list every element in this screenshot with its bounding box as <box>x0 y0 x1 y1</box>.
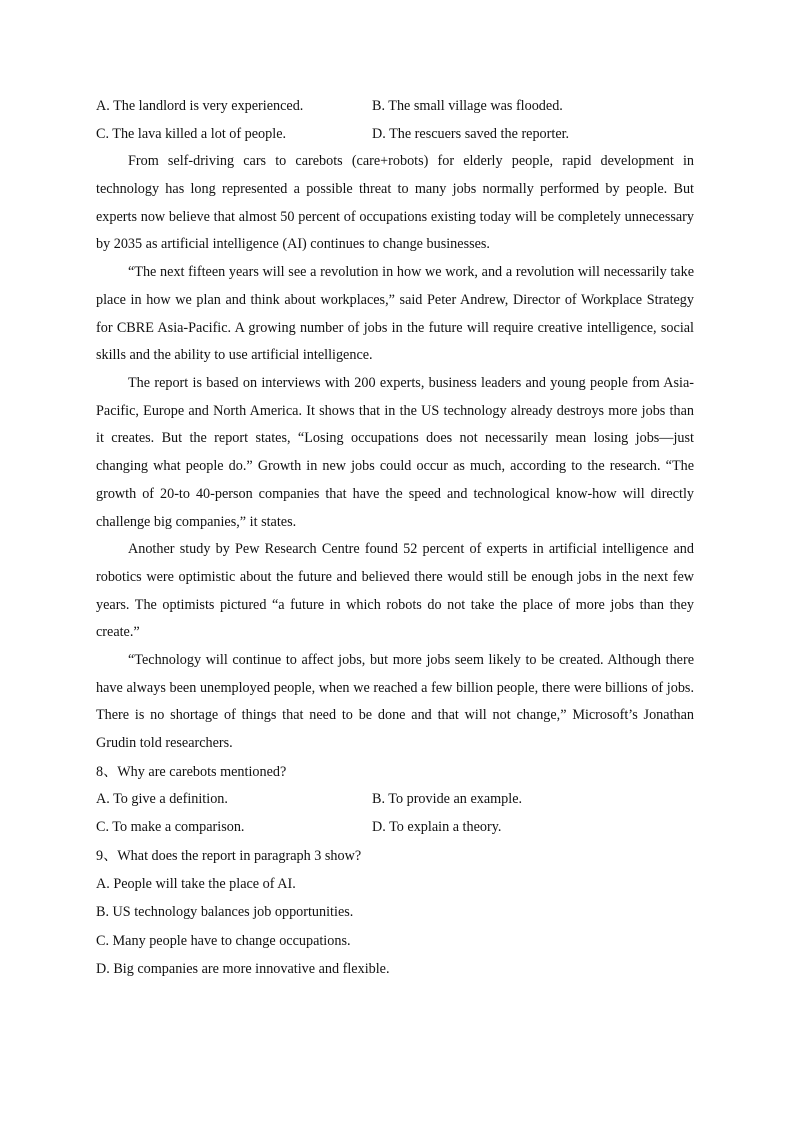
passage-paragraph-1: From self-driving cars to carebots (care+robots) for elderly people, rapid development in technology has long represented a possible threat to many jobs normally performed by people. But experts now believe that almost 50 percent of occupations existing today will be completely unnecessary by 2035 as artificial intelligence (AI) continues to change businesses. <box>96 153 694 253</box>
passage-paragraph-3: The report is based on interviews with 200 experts, business leaders and young people from Asia-Pacific, Europe and North America. It shows that in the US technology already destroys more jobs than it creates. But the report states, “Losing occupations does not necessarily mean losing jobs—just changing what people do.” Growth in new jobs could occur as much, according to the research. “The growth of 20-to 40-person companies that have the speed and technological know-how will directly challenge big companies,” it states. <box>96 375 694 530</box>
passage <box>96 148 694 757</box>
q9-option-d: D. Big companies are more innovative and flexible. <box>96 960 390 977</box>
option-b: B. The small village was flooded. <box>372 98 563 114</box>
option-c: C. The lava killed a lot of people. <box>96 125 287 142</box>
q9-option-b: B. US technology balances job opportunities. <box>96 904 354 921</box>
q9-option-c: C. Many people have to change occupations. <box>96 932 351 949</box>
q8-option-d: D. To explain a theory. <box>372 819 502 836</box>
q8-option-b: B. To provide an example. <box>372 791 523 808</box>
q8-option-a: A. To give a definition. <box>96 791 228 808</box>
question-8-options-row-1 <box>96 786 694 814</box>
passage-paragraph-5: “Technology will continue to affect jobs, but more jobs seem likely to be created. Although there have always been unemployed people, when we reached a few billion people, there were billions of jobs. There is no shortage of things that need to be done and that will not change,” Microsoft’s Jonathan Grudin told researchers. <box>96 652 694 752</box>
question-9-title: 9、What does the report in paragraph 3 show? <box>96 847 362 864</box>
prev-question-options-row-1 <box>96 93 694 121</box>
prev-question-options-row-2 <box>96 121 694 149</box>
option-d: D. The rescuers saved the reporter. <box>372 125 570 142</box>
passage-paragraph-4: Another study by Pew Research Centre found 52 percent of experts in artificial intelligence and robotics were optimistic about the future and believed there would still be enough jobs in the next few years. The optimists pictured “a future in which robots do not take the place of more jobs than they create.” <box>96 541 694 641</box>
question-8-options-row-2 <box>96 814 694 842</box>
document-page <box>96 93 694 983</box>
question-8-title: 8、Why are carebots mentioned? <box>96 763 287 780</box>
option-a: A. The landlord is very experienced. <box>96 98 304 114</box>
q9-option-a: A. People will take the place of AI. <box>96 876 296 893</box>
q8-option-c: C. To make a comparison. <box>96 819 245 836</box>
passage-paragraph-2: “The next fifteen years will see a revolution in how we work, and a revolution will necessarily take place in how we plan and think about workplaces,” said Peter Andrew, Director of Workplace Strategy for CBRE Asia-Pacific. A growing number of jobs in the future will require creative intelligence, social skills and the ability to use artificial intelligence. <box>96 264 694 364</box>
